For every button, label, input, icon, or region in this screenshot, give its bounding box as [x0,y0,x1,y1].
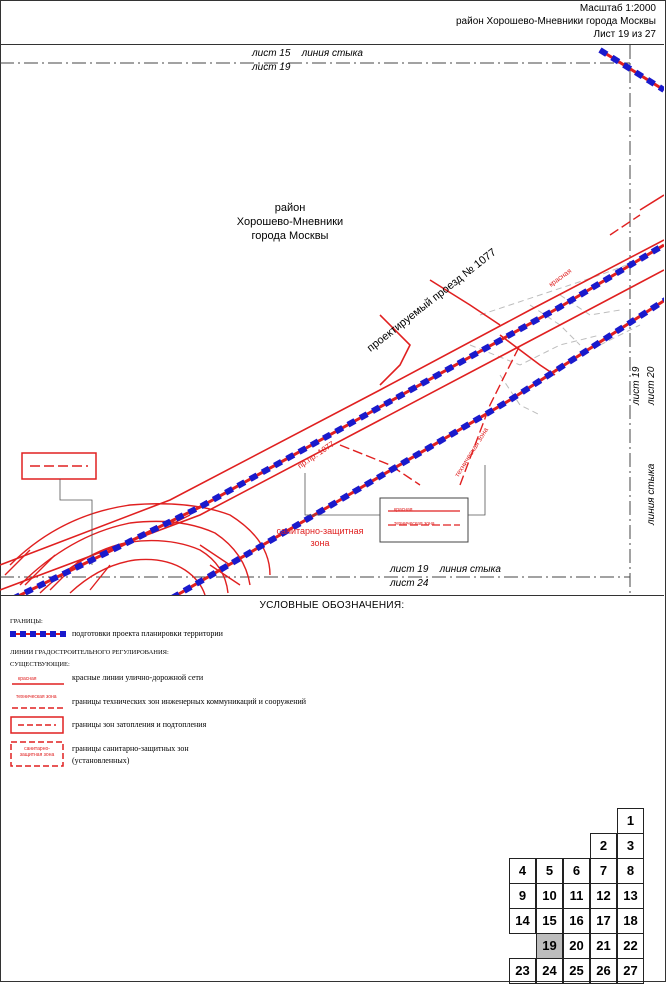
tech-zones-swatch-text: техническая зона [16,694,57,700]
sheet-cell-10[interactable]: 10 [536,883,563,909]
sheet-cell-15[interactable]: 15 [536,908,563,934]
callout-tech: техническая зона [394,521,435,527]
top-join-sheet: лист 19 [252,62,291,73]
sheet-cell-20[interactable]: 20 [563,933,590,959]
sheet-cell-11[interactable]: 11 [563,883,590,909]
sheet-cell-17[interactable]: 17 [590,908,617,934]
sheet-cell-26[interactable]: 26 [590,958,617,984]
right-join-sheet-a: лист 19 [631,366,642,405]
sheet-cell-3[interactable]: 3 [617,833,644,859]
bottom-join-label: лист 19 линия стыка [390,564,501,575]
sheet-cell-24[interactable]: 24 [536,958,563,984]
callout-red: красная [394,507,413,513]
sheet-cell-14[interactable]: 14 [509,908,536,934]
sheet-number: Лист 19 из 27 [593,29,656,40]
sheet-cell-9[interactable]: 9 [509,883,536,909]
legend-sanitary-zones: границы санитарно-защитных зон [72,744,189,753]
sheet-cell-4[interactable]: 4 [509,858,536,884]
legend-tech-zones: границы технических зон инженерных коммуникаций и сооружений [72,697,307,706]
map-drawing [0,45,664,595]
right-join-sheet-b: лист 20 [646,366,657,405]
flood-zone-bands [5,504,270,595]
sanitary-zone-label: санитарно-защитная зона [276,526,364,548]
bottom-join-sheet: лист 24 [390,578,429,589]
red-lines-swatch-text: красная [18,676,37,682]
right-join-label: линия стыка [646,463,657,525]
sheet-cell-16[interactable]: 16 [563,908,590,934]
sheet-cell-18[interactable]: 18 [617,908,644,934]
red-line-label: красная [548,267,574,289]
flood-zones-swatch [10,716,64,734]
sanitary-swatch-text: санитарно-защитная зона [19,746,55,758]
planning-border-swatch [10,629,66,639]
sheet-cell-5[interactable]: 5 [536,858,563,884]
sheet-cell-2[interactable]: 2 [590,833,617,859]
legend-group-existing: СУЩЕСТВУЮЩИЕ: [10,661,70,668]
legend-sanitary-zones-2: (установленных) [72,756,130,765]
legend-flood-zones: границы зон затопления и подтопления [72,720,207,729]
map-area [0,45,664,595]
zone-callout [380,498,468,542]
sheet-cell-6[interactable]: 6 [563,858,590,884]
sheet-cell-7[interactable]: 7 [590,858,617,884]
legend-group-borders: ГРАНИЦЫ: [10,618,43,625]
sheet-cell-12[interactable]: 12 [590,883,617,909]
sheet-cell-23[interactable]: 23 [509,958,536,984]
sheet-index-grid [509,808,646,990]
district-label: район Хорошево-Мневники города Москвы [236,202,344,242]
road-label: проектируемый проезд № 1077 [365,246,499,355]
sheet-header [0,0,664,45]
scale-label: Масштаб 1:2000 [579,3,656,14]
sheet-cell-13[interactable]: 13 [617,883,644,909]
sheet-cell-1[interactable]: 1 [617,808,644,834]
sheet-cell-19[interactable]: 19 [536,933,563,959]
road-short-label: пр.пр. 1077 [296,439,336,471]
sheet-cell-25[interactable]: 25 [563,958,590,984]
sheet-cell-21[interactable]: 21 [590,933,617,959]
sheet-cell-8[interactable]: 8 [617,858,644,884]
legend-red-lines: красные линии улично-дорожной сети [72,673,204,682]
top-join-label: лист 15 линия стыка [252,48,363,59]
sheet-cell-27[interactable]: 27 [617,958,644,984]
legend-planning-border: подготовки проекта планировки территории [72,629,223,638]
sheet-cell-22[interactable]: 22 [617,933,644,959]
legend-title: УСЛОВНЫЕ ОБОЗНАЧЕНИЯ: [259,600,405,611]
legend-group-regulation: ЛИНИИ ГРАДОСТРОИТЕЛЬНОГО РЕГУЛИРОВАНИЯ: [10,649,169,656]
district-title: район Хорошево-Мневники города Москвы [455,16,656,27]
tech-zone-label: техническая зона [454,426,491,479]
